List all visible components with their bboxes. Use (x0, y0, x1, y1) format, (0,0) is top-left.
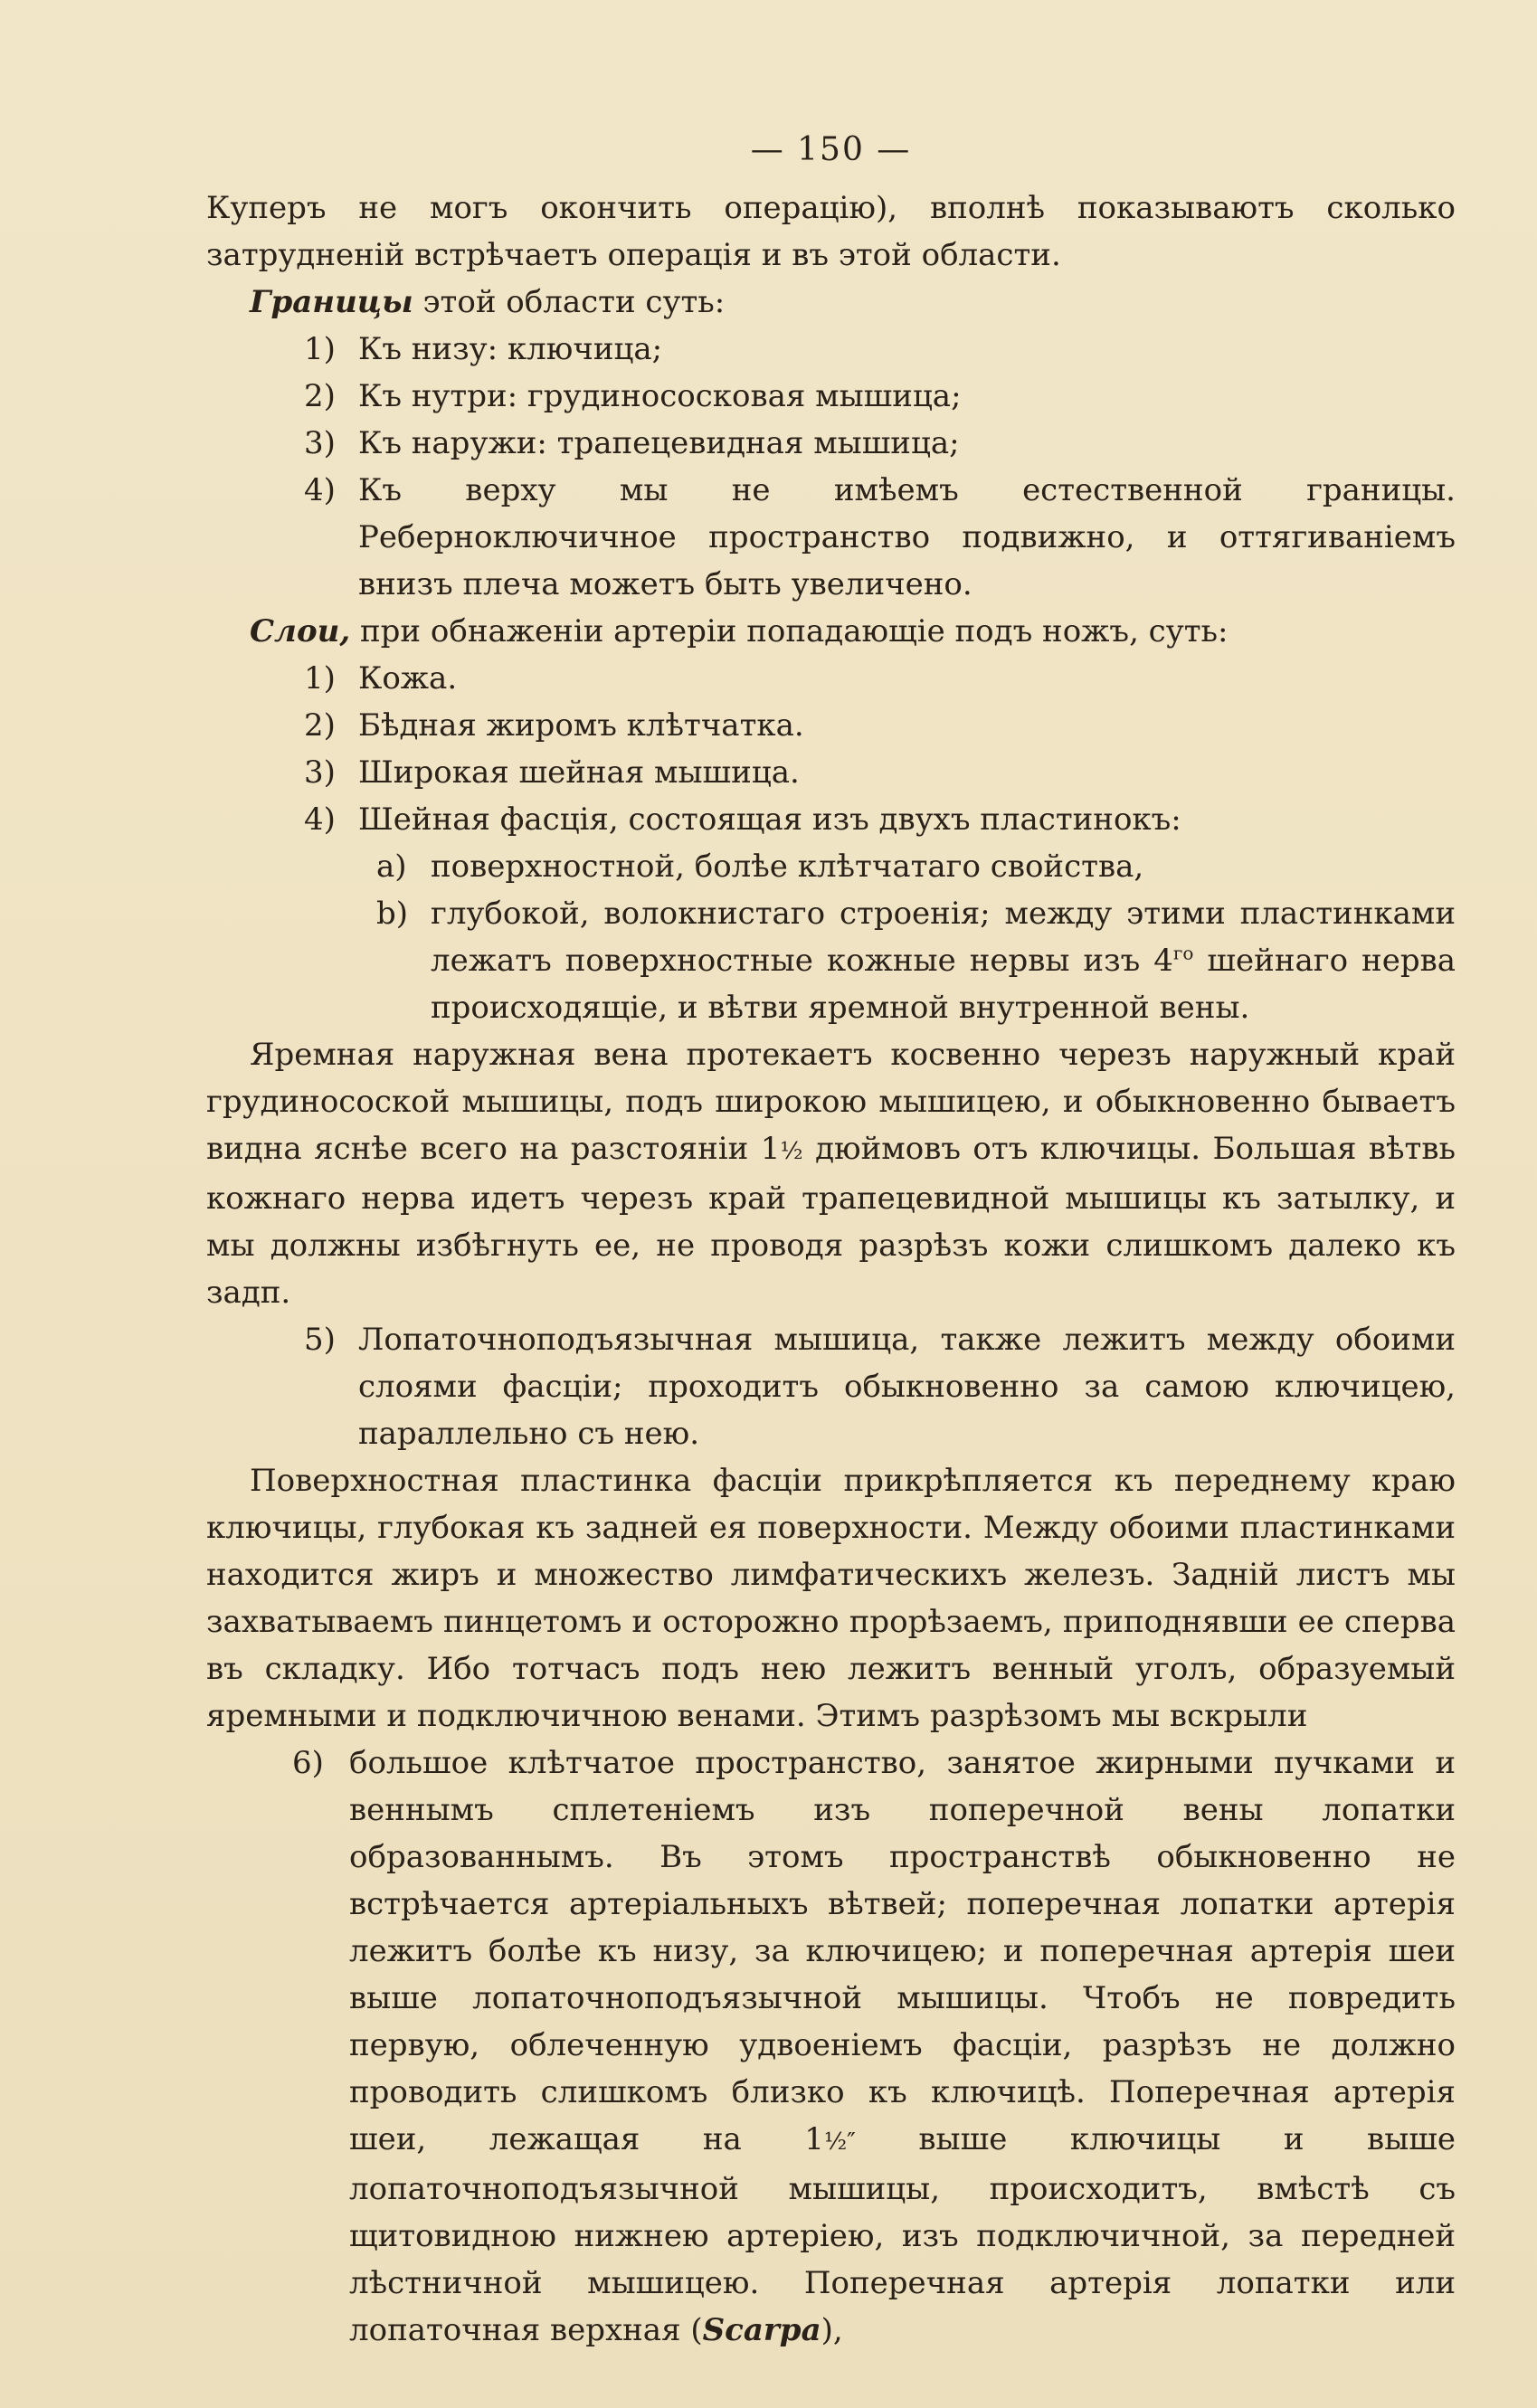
layers-label: Слои, (250, 613, 351, 649)
list-item (206, 420, 1456, 467)
item-text: большое клѣтчатое пространство, занятое жирными пучками и веннымъ сплетеніемъ изъ поперечной вены лопатки образованнымъ. Въ этомъ пространствѣ обыкновенно не встрѣчается артеріальныхъ вѣтвей; поперечная лопатки артерія лежитъ болѣе къ низу, за ключицею; и поперечная артерія шеи выше лопаточноподъязычной мышицы. Чтобъ не повредить первую, облеченную удвоеніемъ фасціи, разрѣзъ не должно проводить слишкомъ близко къ ключицѣ. Поперечная артерія шеи, лежащая на 1 (349, 1745, 1456, 2157)
item-letter: b) (376, 896, 409, 932)
item-text: шейнаго нерва происходящіе, и вѣтви яремной внутренной вены. (431, 943, 1456, 1026)
item-number: 2) (304, 378, 336, 414)
item-number: 3) (304, 754, 336, 791)
paragraph-text: Яремная наружная вена протекаетъ косвенно черезъ наружный край грудиносоской мышицы, подъ широкою мышицею, и обыкновенно бываетъ видна яснѣе всего на разстояніи 1 (206, 1037, 1456, 1167)
fascia-paragraph: Поверхностная пластинка фасціи прикрѣпляется къ переднему краю ключицы, глубокая къ задней ея поверхности. Между обоими пластинками находится жиръ и множество лимфатическихъ железъ. Задній листъ мы захватываемъ пинцетомъ и осторожно прорѣзаемъ, приподнявши ее сперва въ складку. Ибо тотчасъ подъ нею лежитъ венный уголъ, образуемый яремными и подключичною венами. Этимъ разрѣзомъ мы вскрыли (206, 1463, 1456, 1734)
vein-paragraph (206, 1031, 1456, 1316)
item-text: Бѣдная жиромъ клѣтчатка. (358, 707, 804, 744)
item-text: Къ верху мы не имѣемъ естественной границы. Реберноключичное пространство подвижно, и оттягиваніемъ внизъ плеча можетъ быть увеличено. (358, 472, 1456, 602)
item-text: поверхностной, болѣе клѣтчатаго свойства, (431, 848, 1144, 885)
item-text: Широкая шейная мышица. (358, 754, 800, 791)
item-number: 3) (304, 425, 336, 461)
list-item (206, 655, 1456, 702)
list-item (206, 702, 1456, 749)
sub-item-a (206, 843, 1456, 890)
item-text: ), (821, 2312, 843, 2348)
item-text: Лопаточноподъязычная мышица, также лежитъ между обоими слоями фасціи; проходитъ обыкновенно за самою ключицею, параллельно съ нею. (358, 1322, 1456, 1452)
item-number: 5) (304, 1322, 336, 1358)
list-item-5 (206, 1316, 1456, 1457)
item-text: Кожа. (358, 660, 458, 697)
item-text: Шейная фасція, состоящая изъ двухъ пластинокъ: (358, 801, 1181, 838)
author-name: Scarpa (702, 2312, 821, 2348)
list-item-6 (206, 1740, 1456, 2354)
item-text: Къ нутри: грудиносоcковая мышица; (358, 378, 962, 414)
item-letter: a) (376, 848, 407, 885)
item-text: Къ низу: ключица; (358, 331, 663, 367)
layers-intro: при обнаженіи артеріи попадающіе подъ ножъ, суть: (360, 613, 1229, 649)
item-number: 1) (304, 660, 336, 697)
item-number: 2) (304, 707, 336, 744)
bounds-label: Границы (250, 284, 413, 320)
page-number: — 150 — (750, 131, 912, 168)
fraction: ½ (780, 1138, 803, 1165)
paragraph-text: дюймовъ отъ ключицы. Большая вѣтвь кожнаго нерва идетъ черезъ край трапецевидной мышицы къ затылку, и мы должны избѣгнуть ее, не проводя разрѣзъ кожи слишкомъ далеко къ задп. (206, 1131, 1456, 1311)
list-item (206, 467, 1456, 608)
item-number: 6) (292, 1745, 324, 1781)
item-number: 1) (304, 331, 336, 367)
superscript: го (1172, 942, 1194, 964)
list-item (206, 373, 1456, 420)
item-text: Къ наружи: трапецевидная мышица; (358, 425, 960, 461)
list-item (206, 749, 1456, 796)
item-number: 4) (304, 472, 336, 508)
item-text: глубокой, волокнистаго строенія; между этими пластинками лежатъ поверхностные кожные нервы изъ 4 (431, 896, 1456, 979)
bounds-intro: этой области суть: (422, 284, 726, 320)
sub-item-b (206, 890, 1456, 1031)
item-number: 4) (304, 801, 336, 838)
list-item (206, 796, 1456, 843)
list-item (206, 326, 1456, 373)
fraction: ½″ (823, 2128, 856, 2156)
bounds-heading (206, 279, 1456, 326)
item-text: выше ключицы и выше лопаточноподъязычной мышицы, происходитъ, вмѣстѣ съ щитовидною нижнею артеріею, изъ подключичной, за передней лѣстничной мышицею. Поперечная артерія лопатки или лопаточная верхная ( (349, 2121, 1456, 2348)
layers-heading (206, 608, 1456, 655)
opening-paragraph: Куперъ не могъ окончить операцію), вполнѣ показываютъ сколько затрудненій встрѣчаетъ операція и въ этой области. (206, 190, 1456, 273)
